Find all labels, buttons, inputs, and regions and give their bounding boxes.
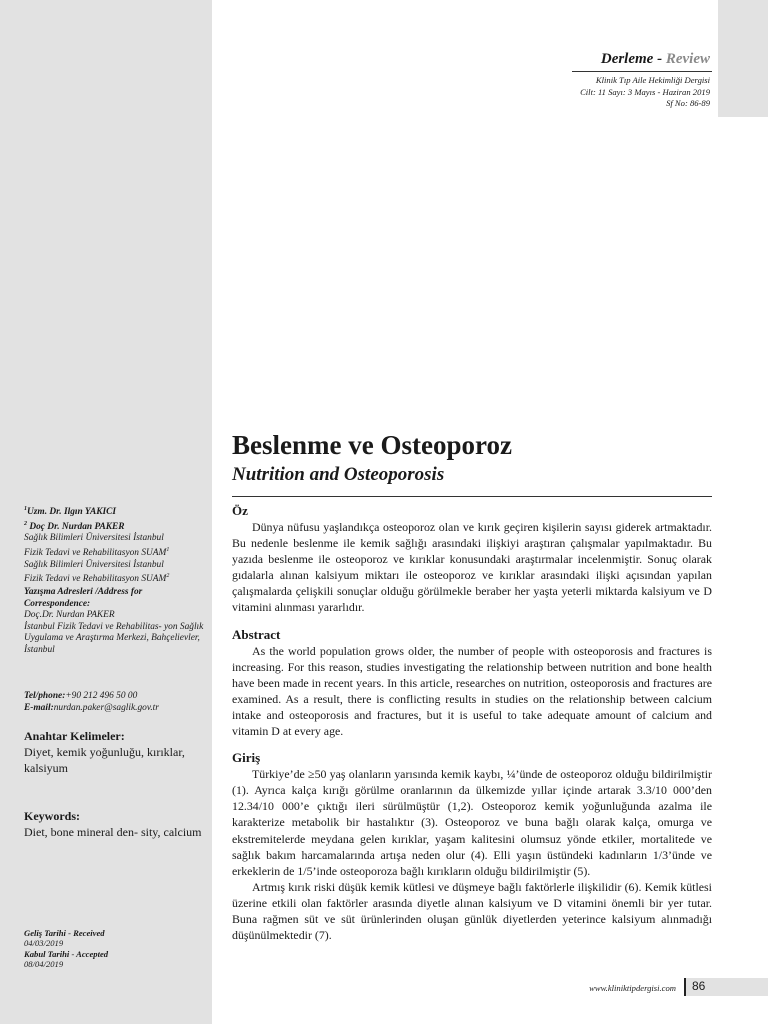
keywords-tr-title: Anahtar Kelimeler: (24, 729, 125, 743)
contact-info (24, 691, 206, 714)
abstract-section (232, 626, 712, 740)
giris-section (232, 749, 712, 943)
abstract-heading: Abstract (232, 626, 281, 642)
received-date: 04/03/2019 (24, 938, 64, 949)
giris-heading: Giriş (232, 750, 261, 766)
header-rule (572, 71, 712, 72)
correspondence-label: Yazışma Adresleri /Address for Correspondence: (24, 587, 143, 609)
received-label: Geliş Tarihi - Received (24, 928, 105, 938)
giris-paragraph-2: Artmış kırık riski düşük kemik kütlesi ve düşmeye bağlı faktörlerle ilişkilidir (6). Kemik kütlesi üzerine etkili olan faktörler arasında diyetle alınan kalsiyum ve D vitamini önemli bir yer tutar. Buna rağmen süt ve süt ürünlerinden oluşan günlük diyetlerden yeterince kalsiyum alınmadığı düşünülmektedir (7). (232, 879, 712, 943)
oz-text: Dünya nüfusu yaşlandıkça osteoporoz olan ve kırık geçiren kişilerin sayısı giderek artmaktadır. Bu nedenle beslenme ile kemik sağlığı arasındaki ilişkiyi araştıran çalışmalar yapılmaktadır. Bu yazıda beslenme ile osteoporoz ve kırıklar konusundaki araştırmalar incelenmiştir. Sonuç olarak gıdalarla alınan kalsiyum miktarı ile osteoporoz ve kırıklar arasındaki ilişki açısından yapılan çalışmalarda çelişkili sonuçlar olduğu görülmekle beraber her yaşta yeterli miktarda kalsiyum ve D vitamini alınması yararlıdır. (232, 520, 712, 615)
affiliation-line: Fizik Tedavi ve Rehabilitasyon SUAM$^2$ (24, 573, 170, 585)
oz-heading: Öz (232, 503, 248, 518)
article-type (601, 51, 710, 68)
email-line: E-mail:nurdan.paker@saglik.gov.tr (24, 702, 159, 713)
email-link[interactable]: nurdan.paker@saglik.gov.tr (53, 702, 159, 713)
author-2: $^2$ Doç Dr. Nurdan PAKER (24, 520, 125, 532)
affiliation-line: Sağlık Bilimleri Üniversitesi İstanbul (24, 559, 164, 570)
oz-section (232, 502, 712, 616)
journal-pages: Sf No: 86-89 (666, 98, 710, 108)
keywords-tr-text: Diyet, kemik yoğunluğu, kırıklar, kalsiyum (24, 745, 185, 775)
article-subtitle: Nutrition and Osteoporosis (232, 464, 445, 485)
article-type-tr: Derleme - (600, 51, 663, 67)
correspondence-address: İstanbul Fizik Tedavi ve Rehabilitas- yon Sağlık Uygulama ve Araştırma Merkezi, Bahçelievler, İstanbul (24, 621, 204, 655)
article-dates (24, 928, 206, 970)
giris-paragraph-1: Türkiye’de ≥50 yaş olanların yarısında kemik kaybı, ¼’ünde de osteoporoz olduğu bildirilmiştir (1). Ayrıca kalça kırığı görülme oranlarının da ülkemizde yıllar içinde artarak 3.3/10 000’den 12.34/10 000’e çıktığı ileri sürülmüştür (1,2). Osteoporoz kemik yoğunluğunda azalma ile karakterize metabolik bir hastalıktır (3). Osteoporoz ve buna bağlı olarak kalça, omurga ve ekstremitelerde meydana gelen kırıklar, yaşam kalitesini olumsuz yönde etkiler, mortalitede ve sağlık bakım harcamalarında artışa neden olur (4). Elli yaşın üstündeki kadınların 1/3’ünde ve erkeklerin de 1/5’inde osteoporoza bağlı kırıkların olduğu bildirilmiştir (5). (232, 767, 712, 878)
journal-issue: Cilt: 11 Sayı: 3 Mayıs - Haziran 2019 (580, 86, 710, 97)
article-body (232, 502, 712, 953)
affiliation-line: Fizik Tedavi ve Rehabilitasyon SUAM$^1$ (24, 547, 170, 559)
keywords-en-title: Keywords: (24, 809, 80, 823)
article-title: Beslenme ve Osteoporoz (232, 430, 512, 460)
accepted-date: 08/04/2019 (24, 959, 64, 970)
keywords-tr (24, 729, 206, 776)
abstract-text: As the world population grows older, the number of people with osteoporosis and fractures is increasing. For this reason, studies investigating the relationship between nutrition and bone health have been made in recent years. In this article, researches on nutrition, osteoporosis and fractures are examined. As a result, there is conflicting results in studies on the relationship between calcium intake and osteoporosis and fractures, but it is useful to take adequate amount of calcium and vitamin D at every age. (232, 643, 712, 739)
corner-tab (718, 0, 768, 117)
accepted-label: Kabul Tarihi - Accepted (24, 948, 109, 959)
keywords-en-text: Diet, bone mineral den- sity, calcium (24, 825, 202, 839)
footer-url[interactable]: www.kliniktipdergisi.com (589, 983, 676, 993)
author-1: $^1$Uzm. Dr. Ilgın YAKICI (24, 506, 117, 518)
page-number: 86 (692, 979, 706, 993)
correspondence-name: Doç.Dr. Nurdan PAKER (24, 610, 115, 621)
journal-name: Klinik Tıp Aile Hekimliği Dergisi (595, 75, 710, 85)
article-type-en: Review (665, 51, 710, 67)
author-list (24, 504, 206, 586)
phone-line: Tel/phone:+90 212 496 50 00 (24, 691, 138, 701)
affiliation-line: Sağlık Bilimleri Üniversitesi İstanbul (24, 533, 164, 544)
journal-meta (580, 75, 710, 110)
keywords-en (24, 809, 206, 840)
correspondence (24, 587, 206, 657)
title-rule (232, 496, 712, 497)
